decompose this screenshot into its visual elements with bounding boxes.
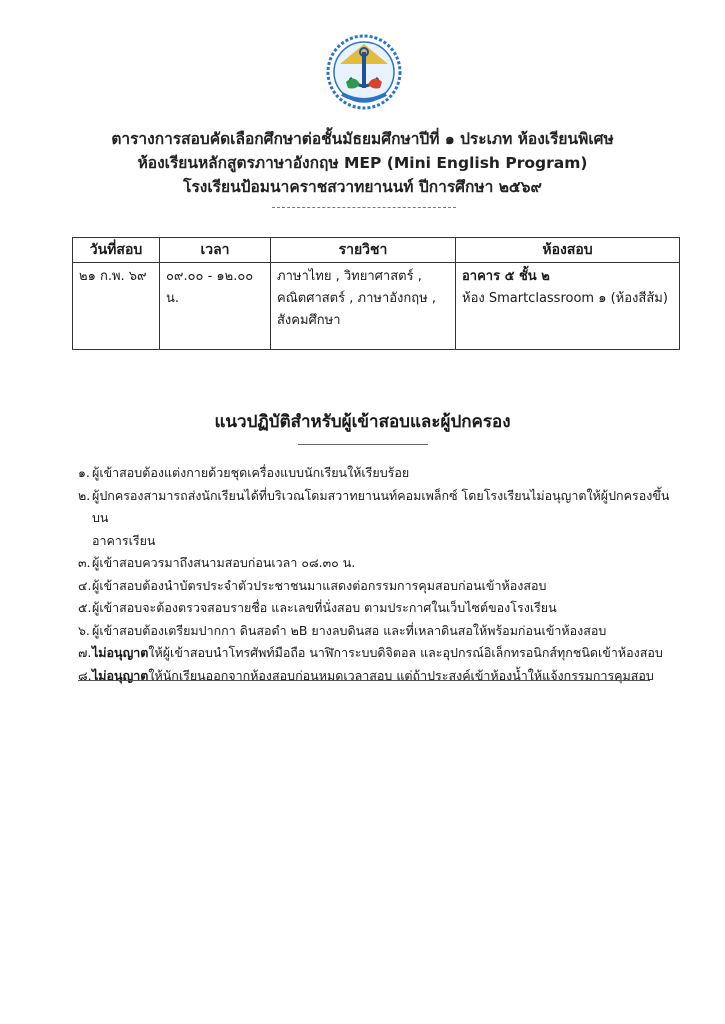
exam-schedule-table — [72, 237, 680, 350]
item-lead-bold: ไม่อนุญาต — [92, 667, 149, 683]
subjects-line-2: คณิตศาสตร์ , ภาษาอังกฤษ , — [277, 291, 436, 306]
room-name: ห้อง Smartclassroom ๑ (ห้องสีส้ม) — [462, 291, 668, 306]
item-lead-bold: ไม่อนุญาต — [92, 645, 149, 660]
item-number: ๘. — [78, 667, 92, 683]
item-number: ๑. — [78, 465, 90, 480]
item-text: ผู้เข้าสอบจะต้องตรวจสอบรายชื่อ และเลขที่นั่งสอบ ตามประกาศในเว็บไซต์ของโรงเรียน — [92, 600, 557, 615]
table-row — [73, 263, 680, 350]
item-number: ๗. — [78, 645, 92, 660]
guidelines-title: แนวปฏิบัติสำหรับผู้เข้าสอบและผู้ปกครอง — [214, 412, 511, 432]
list-item — [78, 642, 678, 665]
table-header-row — [73, 238, 680, 263]
item-number: ๔. — [78, 577, 92, 593]
header-room: ห้องสอบ — [456, 238, 680, 263]
item-number: ๓. — [78, 555, 91, 570]
list-item — [78, 485, 678, 553]
subjects-line-1: ภาษาไทย , วิทยาศาสตร์ , — [277, 269, 422, 284]
item-text-line-1: ผู้ปกครองสามารถส่งนักเรียนได้ที่บริเวณโดมสวาทยานนท์คอมเพล็กซ์ โดยโรงเรียนไม่อนุญาตให้ผู้ปกครองขึ้นบน — [92, 487, 670, 525]
item-text: ผู้เข้าสอบควรมาถึงสนามสอบก่อนเวลา ๐๘.๓๐ น. — [92, 555, 356, 570]
item-text: ผู้เข้าสอบต้องแต่งกายด้วยชุดเครื่องแบบนักเรียนให้เรียบร้อย — [92, 465, 410, 480]
item-text — [92, 642, 678, 665]
list-item — [78, 575, 678, 598]
list-item — [78, 665, 678, 688]
item-text-rest: ให้ผู้เข้าสอบนำโทรศัพท์มือถือ นาฬิการะบบดิจิตอล และอุปกรณ์อิเล็กทรอนิกส์ทุกชนิดเข้าห้องสอบ — [148, 645, 663, 660]
item-text: ผู้เข้าสอบต้องนำบัตรประจำตัวประชาชนมาแสดงต่อกรรมการคุมสอบก่อนเข้าห้องสอบ — [92, 577, 547, 593]
doc-title-line-2: ห้องเรียนหลักสูตรภาษาอังกฤษ MEP (Mini English Program) — [137, 154, 588, 172]
item-number: ๒. — [78, 487, 91, 503]
guidelines-divider — [298, 444, 428, 445]
exam-date: ๒๑ ก.พ. ๖๙ — [73, 263, 160, 350]
title-divider — [272, 207, 456, 208]
list-item — [78, 462, 678, 485]
item-number: ๖. — [78, 622, 90, 638]
exam-time: ๐๙.๐๐ - ๑๒.๐๐ น. — [160, 263, 271, 350]
subjects-line-3: สังคมศึกษา — [277, 313, 341, 328]
doc-title-line-3: โรงเรียนป้อมนาคราชสวาทยานนท์ ปีการศึกษา ๒๕๖๙ — [183, 178, 542, 196]
guidelines-list — [78, 462, 678, 687]
header-date: วันที่สอบ — [73, 238, 160, 263]
exam-subjects — [271, 263, 456, 350]
list-item — [78, 597, 678, 620]
item-number: ๕. — [78, 600, 92, 615]
item-text: ผู้เข้าสอบต้องเตรียมปากกา ดินสอดำ ๒B ยางลบดินสอ และที่เหลาดินสอให้พร้อมก่อนเข้าห้องสอบ — [92, 622, 607, 638]
doc-title-line-1: ตารางการสอบคัดเลือกศึกษาต่อชั้นมัธยมศึกษาปีที่ ๑ ประเภท ห้องเรียนพิเศษ — [111, 130, 614, 148]
item-text-line-2: อาคารเรียน — [92, 532, 156, 548]
exam-room — [456, 263, 680, 350]
header-subjects: รายวิชา — [271, 238, 456, 263]
bottom-divider — [78, 680, 650, 681]
school-logo — [326, 34, 402, 110]
header-time: เวลา — [160, 238, 271, 263]
room-building: อาคาร ๕ ชั้น ๒ — [462, 269, 550, 284]
list-item — [78, 620, 678, 643]
item-text — [92, 485, 678, 553]
item-text — [92, 665, 678, 688]
item-text-rest: ให้นักเรียนออกจากห้องสอบก่อนหมดเวลาสอบ แต่ถ้าประสงค์เข้าห้องน้ำให้แจ้งกรรมการคุมสอบ — [148, 667, 654, 683]
list-item — [78, 552, 678, 575]
